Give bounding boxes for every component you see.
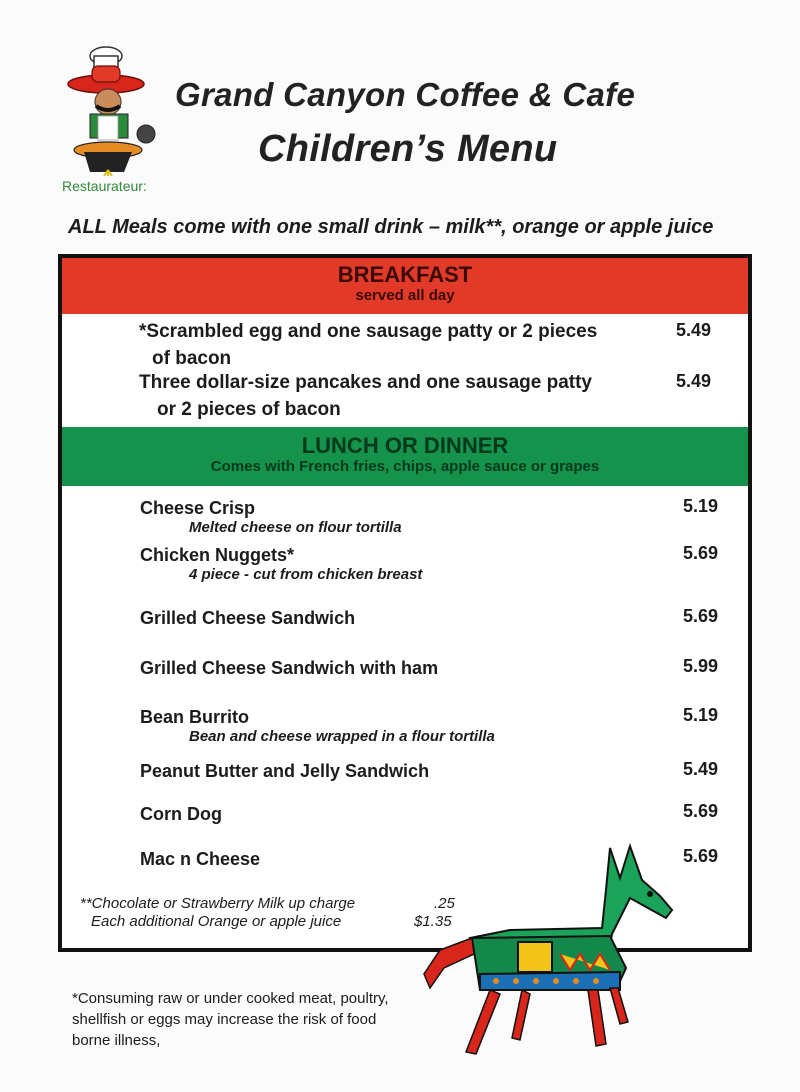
footnote-juice: Each additional Orange or apple juice xyxy=(91,913,342,930)
lunch-subtitle: Comes with French fries, chips, apple sauce or grapes xyxy=(210,458,600,475)
breakfast-subtitle: served all day xyxy=(355,287,455,304)
item-grilled-cheese: Grilled Cheese Sandwich xyxy=(140,608,356,628)
price-grilled-cheese: 5.69 xyxy=(683,606,719,626)
item-cheese-crisp: Cheese Crisp xyxy=(140,498,256,518)
menu-title: Children’s Menu xyxy=(258,128,558,170)
donkey-icon xyxy=(420,838,680,1062)
drink-note: ALL Meals come with one small drink – milk**, orange or apple juice xyxy=(68,216,714,238)
price-cheese-crisp: 5.19 xyxy=(683,496,719,516)
restaurateur-label: Restaurateur: xyxy=(62,178,147,194)
item-chicken-nuggets: Chicken Nuggets* xyxy=(140,545,295,565)
item-bean-burrito: Bean Burrito xyxy=(140,707,250,727)
breakfast-title: BREAKFAST xyxy=(337,262,473,287)
desc-cheese-crisp: Melted cheese on flour tortilla xyxy=(189,519,402,536)
footnote-juice-price: $1.35 xyxy=(414,913,452,930)
chef-mascot-icon xyxy=(66,44,160,176)
desc-chicken-nuggets: 4 piece - cut from chicken breast xyxy=(189,566,423,583)
price-grilled-cheese-ham: 5.99 xyxy=(683,656,719,676)
breakfast-band xyxy=(62,258,748,314)
price-bean-burrito: 5.19 xyxy=(683,705,719,725)
price-corn-dog: 5.69 xyxy=(683,801,719,821)
breakfast-item-1: *Scrambled egg and one sausage patty or 2 pieces of bacon xyxy=(139,321,598,369)
breakfast-item-2: Three dollar-size pancakes and one sausage patty or 2 pieces of bacon xyxy=(139,372,592,420)
desc-bean-burrito: Bean and cheese wrapped in a flour tortilla xyxy=(189,728,495,745)
lunch-band xyxy=(62,427,748,486)
item-mac-n-cheese: Mac n Cheese xyxy=(140,849,261,869)
footnote-milk: **Chocolate or Strawberry Milk up charge xyxy=(80,895,356,912)
item-corn-dog: Corn Dog xyxy=(140,804,222,824)
item-pbj: Peanut Butter and Jelly Sandwich xyxy=(140,761,430,781)
price-chicken-nuggets: 5.69 xyxy=(683,543,719,563)
food-safety-disclaimer: *Consuming raw or under cooked meat, poultry, shellfish or eggs may increase the risk of food borne illness, xyxy=(72,990,389,1049)
footnote-milk-price: .25 xyxy=(434,895,455,912)
lunch-title: LUNCH OR DINNER xyxy=(301,433,509,458)
item-grilled-cheese-ham: Grilled Cheese Sandwich with ham xyxy=(140,658,439,678)
breakfast-price-1: 5.49 xyxy=(676,320,712,340)
price-pbj: 5.49 xyxy=(683,759,719,779)
restaurant-name: Grand Canyon Coffee & Cafe xyxy=(175,76,636,113)
price-mac-n-cheese: 5.69 xyxy=(683,846,719,866)
breakfast-price-2: 5.49 xyxy=(676,371,712,391)
